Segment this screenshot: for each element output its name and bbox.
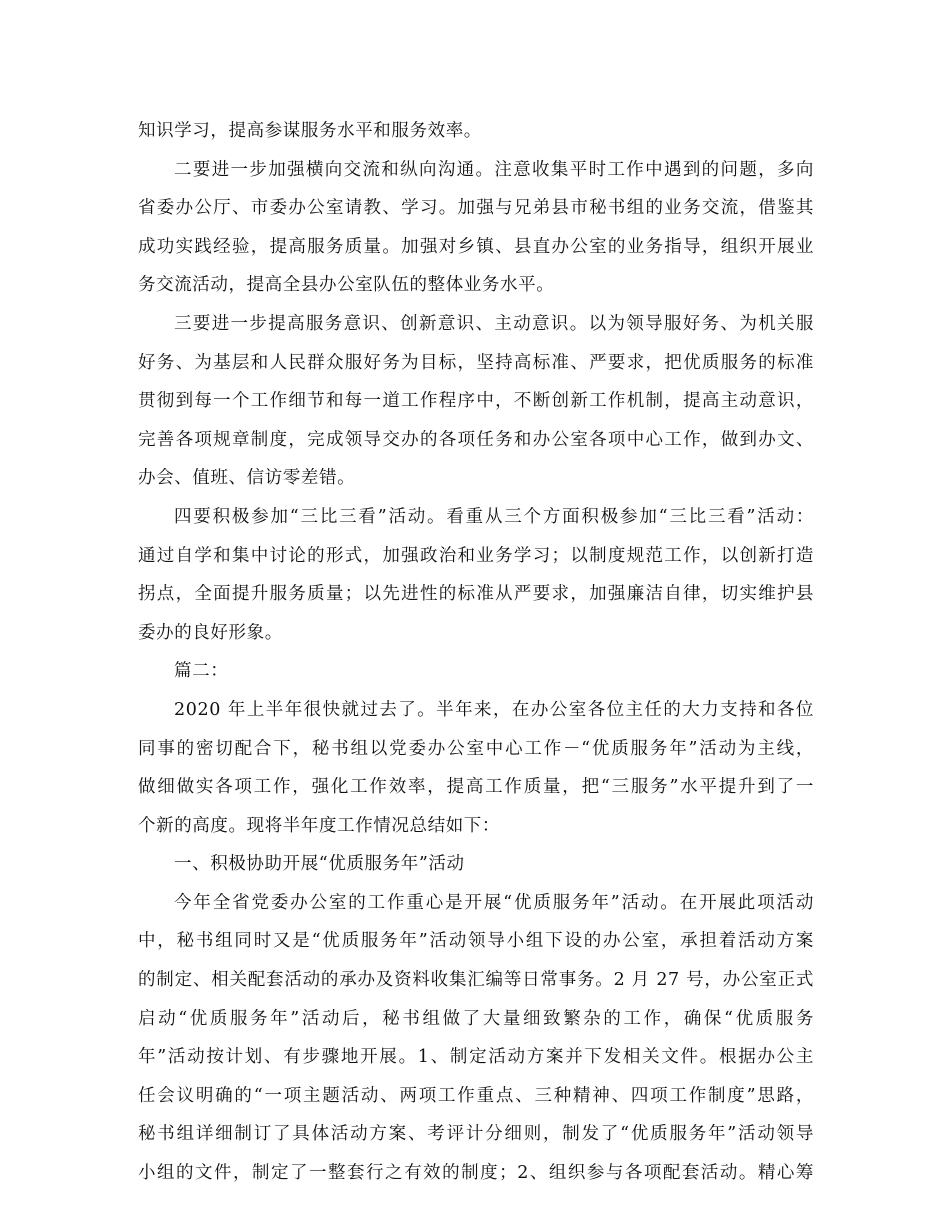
text-line: 同事的密切配合下，秘书组以党委办公室中心工作－“优质服务年”活动为主线， (138, 738, 814, 759)
text-line: 小组的文件，制定了一整套行之有效的制度；2、组织参与各项配套活动。精心筹 (138, 1163, 814, 1184)
text-line: 知识学习，提高参谋服务水平和服务效率。 (138, 121, 482, 141)
text-line: 拐点，全面提升服务质量；以先进性的标准从严要求，加强廉洁自律，切实维护县 (138, 584, 814, 605)
text-line: 秘书组详细制订了具体活动方案、考评计分细则，制发了“优质服务年”活动领导 (138, 1124, 814, 1145)
text-line: 一、积极协助开展“优质服务年”活动 (174, 854, 465, 875)
text-line: 启动“优质服务年”活动后，秘书组做了大量细致繁杂的工作，确保“优质服务 (138, 1008, 814, 1029)
text-line: 的制定、相关配套活动的承办及资料收集汇编等日常事务。2 月 27 号，办公室正式 (138, 970, 814, 991)
text-line: 成功实践经验，提高服务质量。加强对乡镇、县直办公室的业务指导，组织开展业 (138, 236, 814, 257)
text-line: 三要进一步提高服务意识、创新意识、主动意识。以为领导服好务、为机关服 (174, 313, 814, 334)
document-body (138, 112, 814, 1193)
text-line: 省委办公厅、市委办公室请教、学习。加强与兄弟县市秘书组的业务交流，借鉴其 (138, 198, 814, 219)
text-line: 办会、值班、信访零差错。 (138, 468, 356, 489)
text-line: 务交流活动，提高全县办公室队伍的整体业务水平。 (138, 275, 555, 296)
text-line: 2020 年上半年很快就过去了。半年来，在办公室各位主任的大力支持和各位 (174, 699, 814, 720)
text-line: 个新的高度。现将半年度工作情况总结如下： (138, 815, 500, 836)
text-line: 做细做实各项工作，强化工作效率，提高工作质量，把“三服务”水平提升到了一 (138, 777, 814, 798)
text-line: 四要积极参加“三比三看”活动。看重从三个方面积极参加“三比三看”活动： (174, 506, 814, 527)
text-line: 通过自学和集中讨论的形式，加强政治和业务学习；以制度规范工作，以创新打造 (138, 545, 814, 566)
text-line: 贯彻到每一个工作细节和每一道工作程序中，不断创新工作机制，提高主动意识， (138, 391, 814, 412)
text-line: 今年全省党委办公室的工作重心是开展“优质服务年”活动。在开展此项活动 (174, 892, 814, 913)
text-line: 二要进一步加强横向交流和纵向沟通。注意收集平时工作中遇到的问题，多向 (174, 159, 814, 180)
text-line: 任会议明确的“一项主题活动、两项工作重点、三种精神、四项工作制度”思路， (138, 1085, 814, 1106)
text-line: 好务、为基层和人民群众服好务为目标，坚持高标准、严要求，把优质服务的标准 (138, 352, 814, 373)
text-line: 委办的良好形象。 (138, 622, 283, 643)
text-line: 篇二： (174, 661, 229, 682)
text-line: 完善各项规章制度，完成领导交办的各项任务和办公室各项中心工作，做到办文、 (138, 429, 814, 450)
text-line: 中，秘书组同时又是“优质服务年”活动领导小组下设的办公室，承担着活动方案 (138, 931, 814, 952)
text-line: 年”活动按计划、有步骤地开展。1、制定活动方案并下发相关文件。根据办公主 (138, 1047, 814, 1068)
